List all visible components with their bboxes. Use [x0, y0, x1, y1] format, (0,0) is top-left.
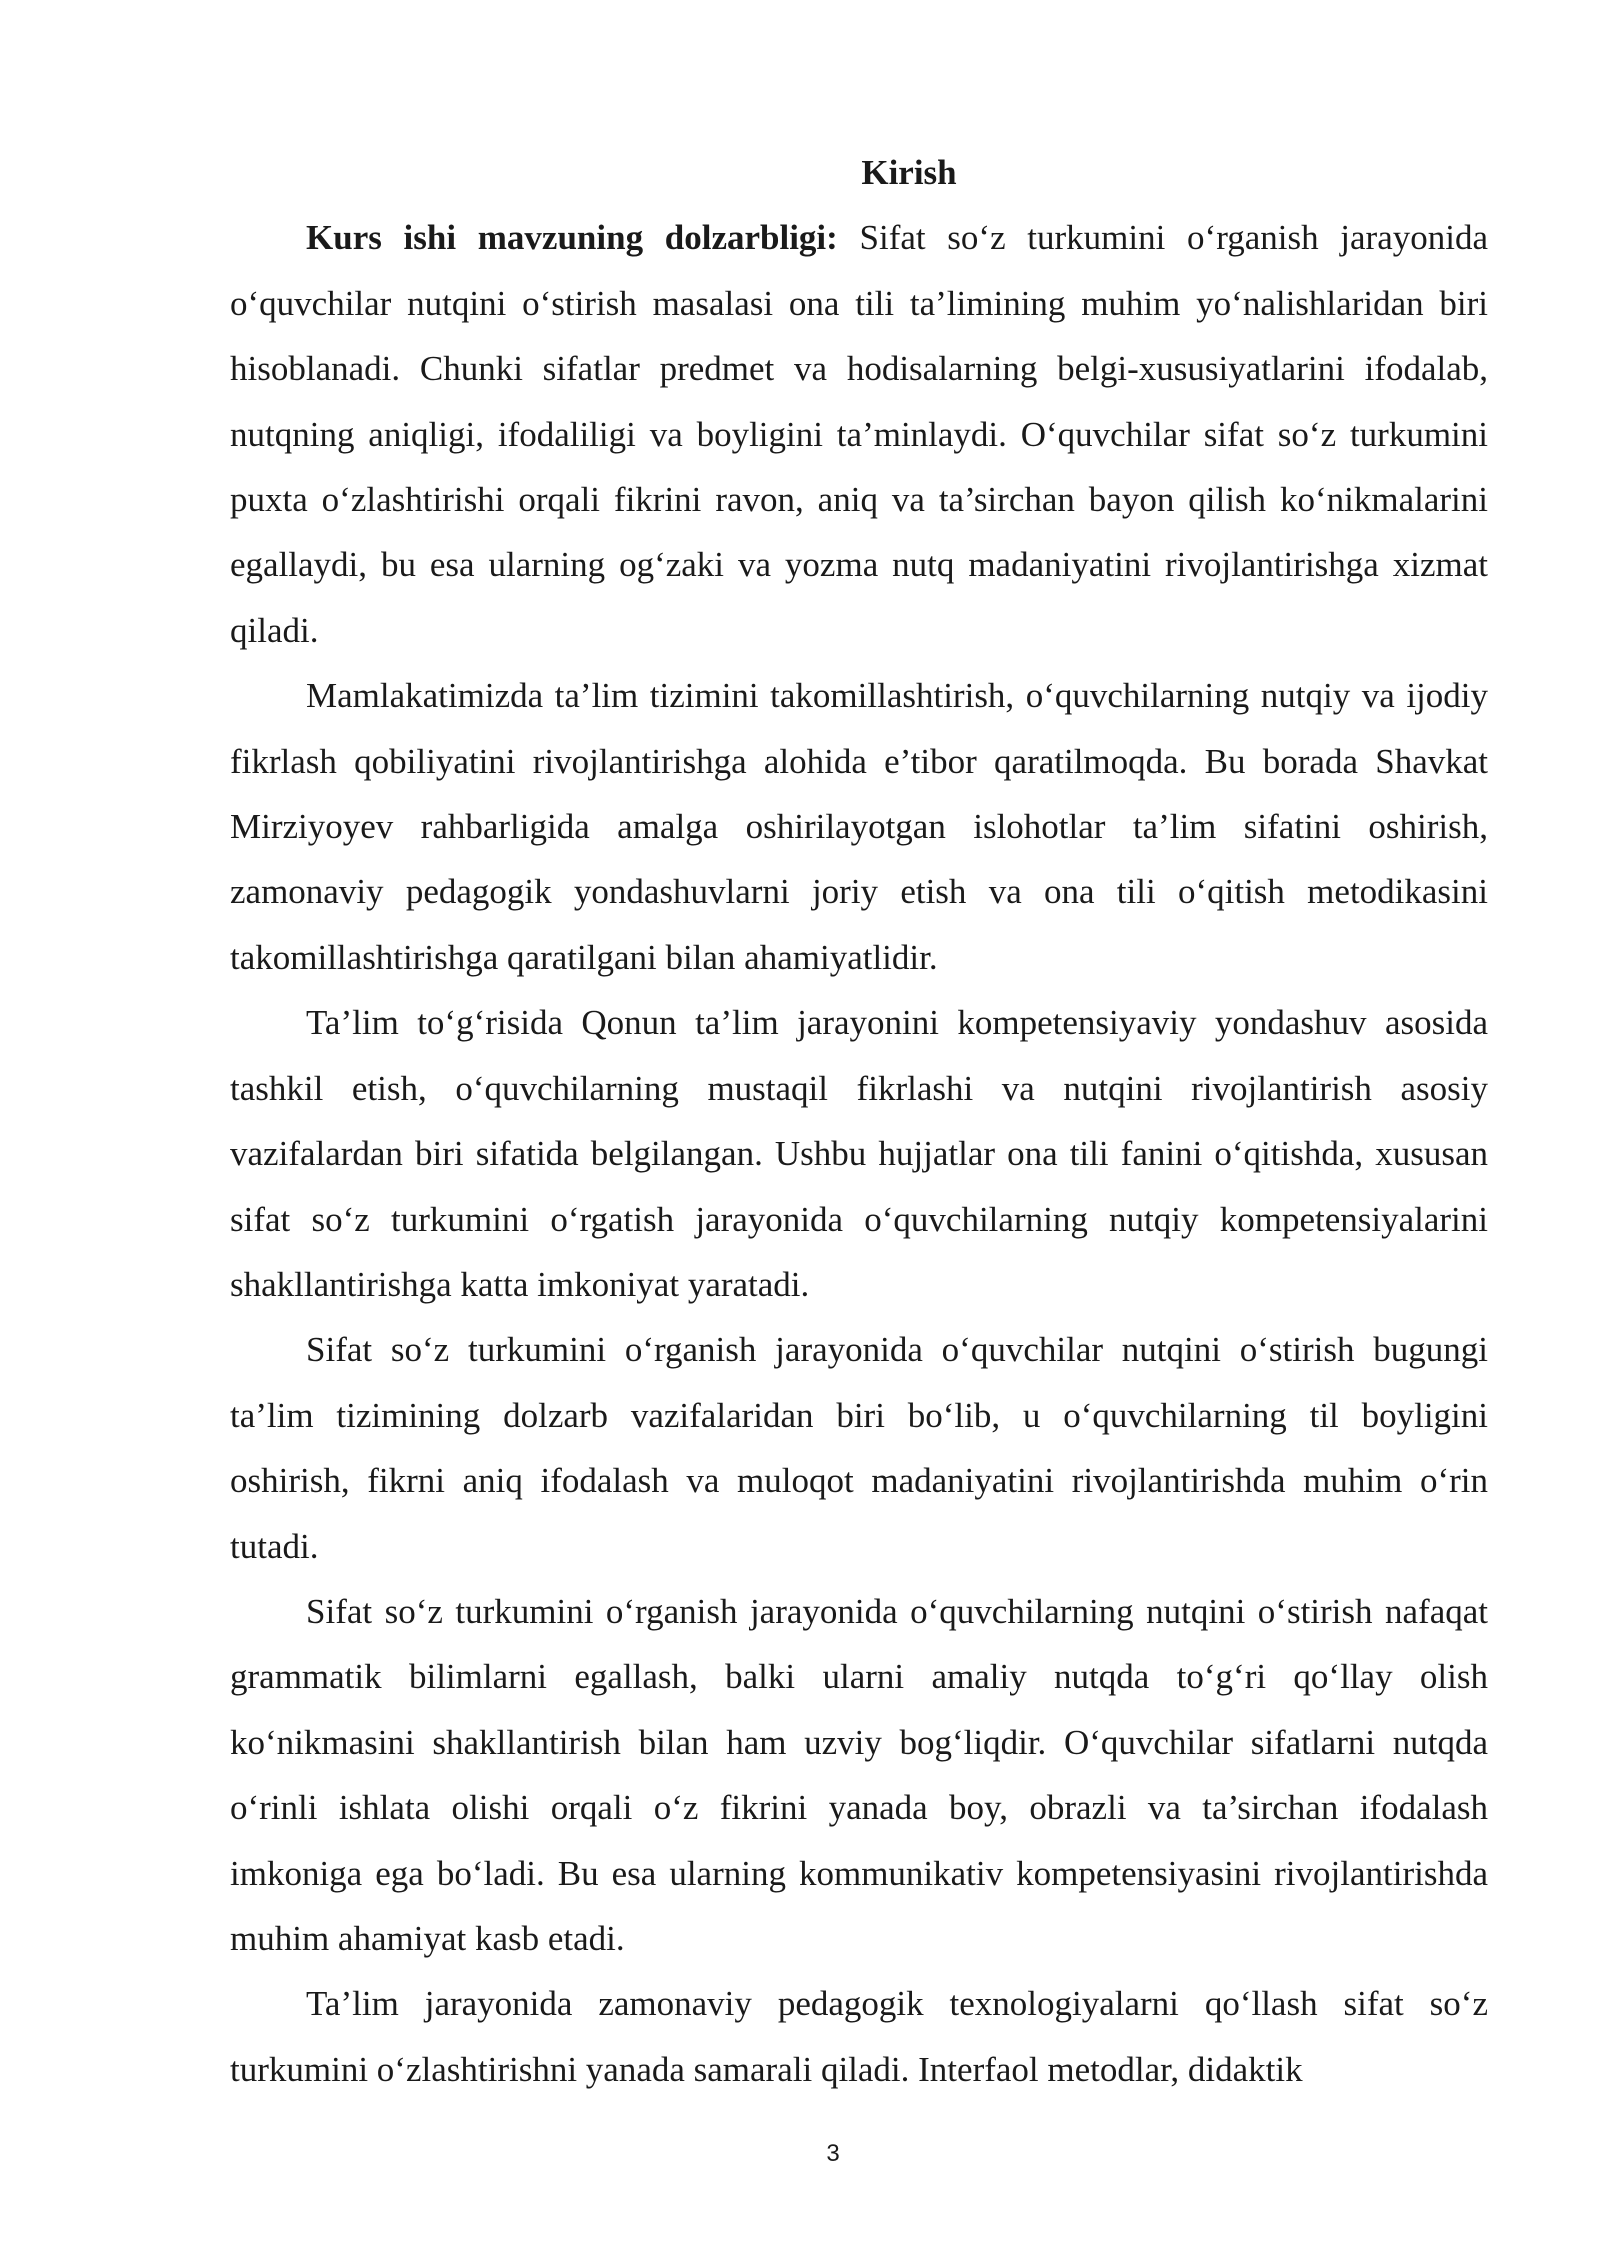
relevance-lead-label: Kurs ishi mavzuning dolzarbligi: — [306, 218, 838, 258]
paragraph-relevance — [230, 205, 1488, 663]
paragraph: Mamlakatimizda ta’lim tizimini takomillashtirish, o‘quvchilarning nutqiy va ijodiy fikrlash qobiliyatini rivojlantirishga alohida e’tibor qaratilmoqda. Bu borada Shavkat Mirziyoyev rahbarligida amalga oshirilayotgan islohotlar ta’lim sifatini oshirish, zamonaviy pedagogik yondashuvlarni joriy etish va ona tili o‘qitish metodikasini takomillashtirishga qaratilgani bilan ahamiyatlidir. — [230, 676, 1488, 977]
page-number: 3 — [826, 2140, 840, 2167]
paragraph: Ta’lim jarayonida zamonaviy pedagogik texnologiyalarni qo‘llash sifat so‘z turkumini o‘zlashtirishni yanada samarali qiladi. Interfaol metodlar, didaktik — [230, 1984, 1488, 2089]
paragraph: Sifat so‘z turkumini o‘rganish jarayonida o‘quvchilarning nutqini o‘stirish nafaqat grammatik bilimlarni egallash, balki ularni amaliy nutqda to‘g‘ri qo‘llay olish ko‘nikmasini shakllantirish bilan ham uzviy bog‘liqdir. O‘quvchilar sifatlarni nutqda o‘rinli ishlata olishi orqali o‘z fikrini yanada boy, obrazli va ta’sirchan ifodalash imkoniga ega bo‘ladi. Bu esa ularning kommunikativ kompetensiyasini rivojlantirishda muhim ahamiyat kasb etadi. — [230, 1591, 1488, 1958]
section-title: Kirish — [861, 153, 957, 192]
document-body — [230, 140, 1488, 2102]
paragraph: Ta’lim to‘g‘risida Qonun ta’lim jarayonini kompetensiyaviy yondashuv asosida tashkil etish, o‘quvchilarning mustaqil fikrlashi va nutqini rivojlantirish asosiy vazifalardan biri sifatida belgilangan. Ushbu hujjatlar ona tili fanini o‘qitishda, xususan sifat so‘z turkumini o‘rgatish jarayonida o‘quvchilarning nutqiy kompetensiyalarini shakllantirishga katta imkoniyat yaratadi. — [230, 1003, 1488, 1304]
paragraph: Sifat so‘z turkumini o‘rganish jarayonida o‘quvchilar nutqini o‘stirish bugungi ta’lim tizimining dolzarb vazifalaridan biri bo‘lib, u o‘quvchilarning til boyligini oshirish, fikrni aniq ifodalash va muloqot madaniyatini rivojlantirishda muhim o‘rin tutadi. — [230, 1330, 1488, 1566]
relevance-text: Sifat so‘z turkumini o‘rganish jarayonida o‘quvchilar nutqini o‘stirish masalasi ona tili ta’limining muhim yo‘nalishlaridan biri hisoblanadi. Chunki sifatlar predmet va hodisalarning belgi-xususiyatlarini ifodalab, nutqning aniqligi, ifodaliligi va boyligini ta’minlaydi. O‘quvchilar sifat so‘z turkumini puxta o‘zlashtirishi orqali fikrini ravon, aniq va ta’sirchan bayon qilish ko‘nikmalarini egallaydi, bu esa ularning og‘zaki va yozma nutq madaniyatini rivojlantirishga xizmat qiladi. — [230, 218, 1488, 650]
